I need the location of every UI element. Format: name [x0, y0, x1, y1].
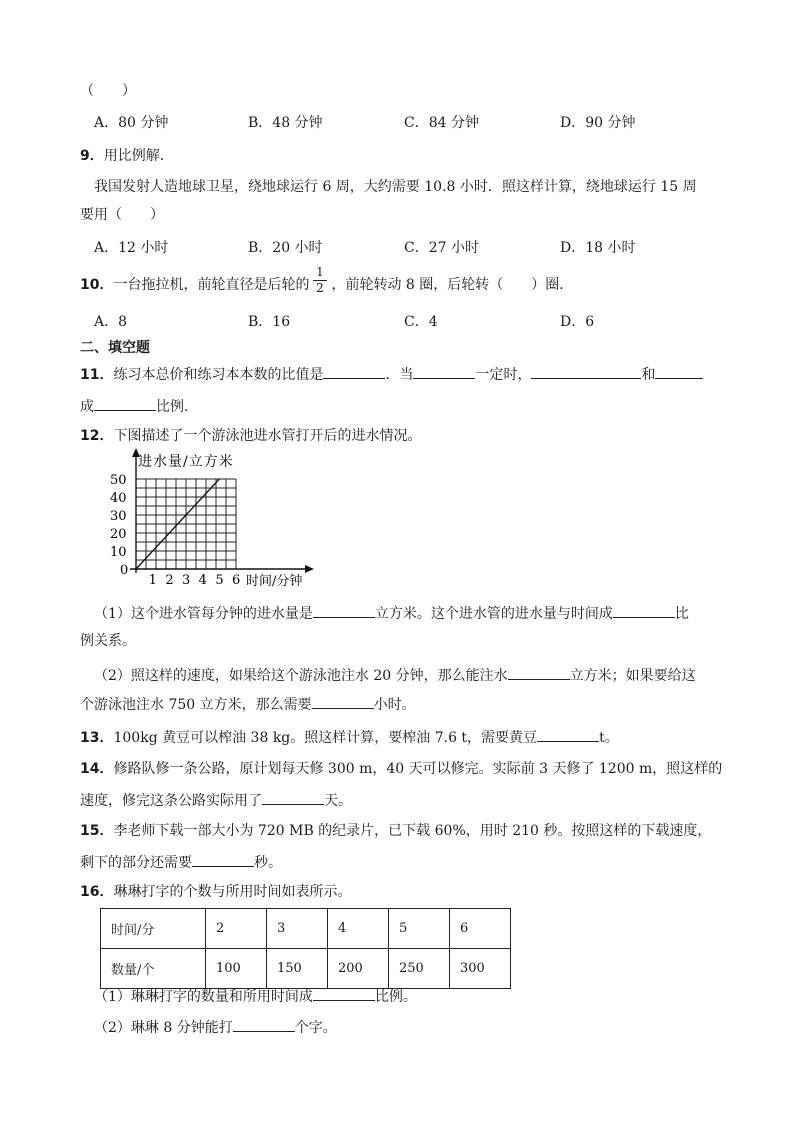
- q10-pre: 一台拖拉机，前轮直径是后轮的: [113, 277, 310, 293]
- chart-y-tick-label: 50: [110, 473, 127, 488]
- table-cell: 150: [267, 949, 328, 989]
- q8-answer-paren: （ ）: [80, 83, 136, 99]
- q16-title: [80, 883, 351, 901]
- q12-sub2-text-a: （2）照这样的速度，如果给这个游泳池注水 20 分钟，那么能注水: [94, 668, 508, 684]
- q14-line1: [80, 760, 722, 778]
- q12-title-text: 下图描述了一个游泳池进水管打开后的进水情况。: [113, 428, 422, 444]
- q12-sub1-text-a: （1）这个进水管每分钟的进水量是: [94, 606, 313, 622]
- chart-x-axis-label: 时间/分钟: [246, 574, 303, 589]
- q9-number: 9．: [80, 148, 104, 164]
- q12-sub2-blank-1[interactable]: [508, 665, 570, 680]
- chart-x-tick-label: 1: [148, 573, 157, 588]
- q9-title-text: 用比例解．: [103, 148, 174, 164]
- q9-option-b[interactable]: B．20 小时: [248, 240, 323, 256]
- q16-sub1-text-a: （1）琳琳打字的数量和所用时间成: [94, 989, 313, 1005]
- q11-blank-3[interactable]: [531, 364, 641, 379]
- q12-number: 12．: [80, 428, 114, 444]
- q12-sub1-line1: [94, 603, 689, 623]
- q10-fraction: [313, 266, 327, 295]
- q9-option-c[interactable]: C．27 小时: [404, 240, 479, 256]
- q12-title: [80, 427, 421, 445]
- q9-option-a[interactable]: A．12 小时: [94, 240, 169, 256]
- q9-title: [80, 147, 174, 165]
- q13-text-b: t。: [599, 730, 619, 746]
- q12-sub1-blank-1[interactable]: [313, 603, 375, 618]
- q10-number: 10．: [80, 277, 114, 293]
- table-cell: 时间/分: [101, 909, 206, 949]
- q9-option-d[interactable]: D．18 小时: [560, 240, 636, 256]
- chart-y-axis-label: 进水量/立方米: [138, 454, 234, 470]
- q11-blank-4[interactable]: [655, 364, 703, 379]
- water-inflow-chart: [100, 448, 340, 596]
- q8-option-c[interactable]: C．84 分钟: [404, 115, 479, 131]
- q8-option-d[interactable]: D．90 分钟: [560, 115, 636, 131]
- q16-sub2-text-a: （2）琳琳 8 分钟能打: [94, 1020, 233, 1036]
- typing-table: [100, 908, 511, 989]
- table-cell: 6: [450, 909, 511, 949]
- q11-blank-5[interactable]: [94, 396, 156, 411]
- q14-number: 14．: [80, 761, 114, 777]
- q14-blank[interactable]: [262, 790, 324, 805]
- q13-text-a: 100kg 黄豆可以榨油 38 kg。照这样计算，要榨油 7.6 t，需要黄豆: [113, 730, 538, 746]
- q12-sub2-text-b: 立方米；如果要给这: [569, 668, 696, 684]
- q9-line2: 要用（ ）: [80, 207, 164, 223]
- chart-y-tick-label: 30: [110, 509, 127, 524]
- q14-text-b: 天。: [324, 793, 352, 809]
- q11-text1: 练习本总价和练习本本数的比值是: [113, 367, 324, 383]
- q16-sub1-text-b: 比例。: [374, 989, 417, 1005]
- q10-fraction-numerator: 1: [316, 265, 324, 279]
- q10-option-b[interactable]: B．16: [248, 314, 291, 330]
- q11-line2: [80, 396, 198, 416]
- q15-text-b: 秒。: [254, 855, 282, 871]
- q10-post: ，前轮转动 8 圈，后轮转（ ）圈．: [331, 277, 574, 293]
- q12-sub2-text-d: 小时。: [373, 697, 416, 713]
- chart-x-tick-label: 0: [120, 563, 129, 578]
- chart-grid: [136, 479, 236, 569]
- q12-sub2-blank-2[interactable]: [312, 694, 374, 709]
- q11-text6: 比例．: [156, 399, 198, 415]
- q16-sub1-blank[interactable]: [313, 986, 375, 1001]
- q12-sub2-line1: [94, 665, 696, 685]
- q14-text-line1: 修路队修一条公路，原计划每天修 300 m，40 天可以修完。实际前 3 天修了 1200 m，照这样的: [113, 761, 723, 777]
- q12-sub1-text-c: 比: [674, 606, 689, 622]
- q12-sub2-line2: [80, 694, 416, 714]
- q10-option-a[interactable]: A．8: [94, 314, 128, 330]
- q11-text2: ．当: [385, 367, 414, 383]
- q13-blank[interactable]: [537, 727, 599, 742]
- q12-sub2-text-c: 个游泳池注水 750 立方米，那么需要: [80, 697, 312, 713]
- q16-sub1: [94, 986, 417, 1006]
- table-cell: 300: [450, 949, 511, 989]
- chart-y-tick-label: 10: [110, 545, 127, 560]
- table-cell: 3: [267, 909, 328, 949]
- q8-option-b[interactable]: B．48 分钟: [248, 115, 323, 131]
- chart-x-tick-label: 3: [182, 573, 191, 588]
- q13-number: 13．: [80, 730, 114, 746]
- q12-sub1-line2: 例关系。: [80, 633, 136, 649]
- q16-sub2: [94, 1017, 337, 1037]
- q11-text4: 和: [641, 367, 656, 383]
- q11-text5: 成: [80, 399, 94, 415]
- table-row: [101, 909, 511, 949]
- q8-option-a[interactable]: A．80 分钟: [94, 115, 169, 131]
- chart-y-tick-label: 20: [110, 527, 127, 542]
- q12-sub1-text-b: 立方米。这个进水管的进水量与时间成: [374, 606, 613, 622]
- table-cell: 2: [206, 909, 267, 949]
- q10-fraction-denominator: 2: [316, 281, 324, 295]
- q11-blank-2[interactable]: [413, 364, 475, 379]
- chart-ticks: [110, 473, 240, 588]
- section-title-fill-in: 二、填空题: [80, 340, 150, 356]
- q15-text-a: 剩下的部分还需要: [80, 855, 192, 871]
- q16-title-text: 琳琳打字的个数与所用时间如表所示。: [113, 884, 352, 900]
- chart-x-tick-label: 6: [232, 573, 241, 588]
- chart-x-tick-label: 2: [165, 573, 174, 588]
- q9-line1: 我国发射人造地球卫星，绕地球运行 6 周，大约需要 10.8 小时．照这样计算，绕地球运行 15 周: [94, 179, 697, 195]
- q10-option-c[interactable]: C．4: [404, 314, 438, 330]
- chart-x-tick-label: 4: [198, 573, 207, 588]
- table-cell: 200: [328, 949, 389, 989]
- q16-sub2-blank[interactable]: [233, 1017, 295, 1032]
- table-row: [101, 949, 511, 989]
- q11-line1: [80, 364, 703, 384]
- q11-text3: 一定时，: [475, 367, 532, 383]
- q16-number: 16．: [80, 884, 114, 900]
- table-cell: 250: [389, 949, 450, 989]
- chart-x-tick-label: 5: [215, 573, 224, 588]
- q15-blank[interactable]: [192, 852, 254, 867]
- table-cell: 数量/个: [101, 949, 206, 989]
- q16-sub2-text-b: 个字。: [294, 1020, 337, 1036]
- q15-line2: [80, 852, 282, 872]
- q14-text-a: 速度，修完这条公路实际用了: [80, 793, 262, 809]
- q10-option-d[interactable]: D．6: [560, 314, 595, 330]
- q15-line1: [80, 822, 711, 840]
- q12-sub1-blank-2[interactable]: [613, 603, 675, 618]
- q13-line: [80, 727, 619, 747]
- table-cell: 100: [206, 949, 267, 989]
- table-cell: 4: [328, 909, 389, 949]
- chart-y-tick-label: 40: [110, 491, 127, 506]
- q15-text-line1: 李老师下载一部大小为 720 MB 的纪录片，已下载 60%，用时 210 秒。按照这样的下载速度，: [113, 823, 712, 839]
- q14-line2: [80, 790, 352, 810]
- q15-number: 15．: [80, 823, 114, 839]
- q11-blank-1[interactable]: [323, 364, 385, 379]
- q11-number: 11．: [80, 367, 114, 383]
- table-cell: 5: [389, 909, 450, 949]
- chart-x-axis-arrow: [305, 565, 314, 573]
